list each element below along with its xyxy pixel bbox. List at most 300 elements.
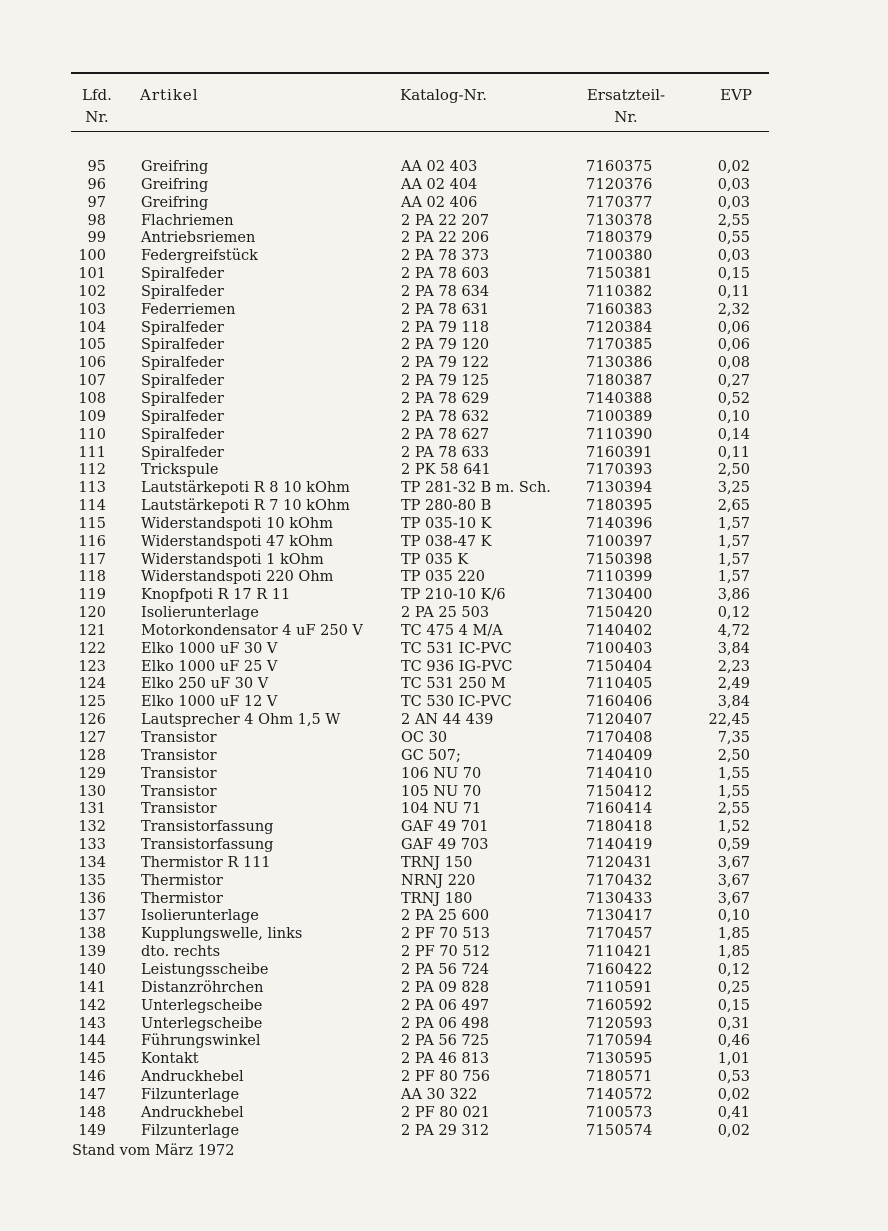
footer-date: Stand vom März 1972 [72,1143,235,1159]
row-katalog: GAF 49 703 [401,837,489,854]
row-number: 111 [78,444,106,461]
row-ersatzteil: 7100389 [586,408,653,425]
row-evp: 1,57 [717,551,750,568]
row-katalog: 2 PA 78 631 [401,301,490,318]
row-artikel: Widerstandspoti 10 kOhm [141,515,333,532]
row-number: 100 [78,248,106,265]
row-artikel: Greifring [141,176,209,193]
row-artikel: Unterlegscheibe [141,1015,263,1032]
row-ersatzteil: 7130400 [586,587,653,604]
row-number: 114 [78,498,106,515]
row-katalog: TP 280-80 B [401,498,492,515]
row-artikel: Kupplungswelle, links [141,926,303,943]
table-row [0,712,888,730]
row-evp: 3,67 [717,890,750,907]
row-number: 140 [78,961,106,978]
row-artikel: Elko 1000 uF 12 V [141,694,278,711]
row-ersatzteil: 7170432 [586,872,653,889]
row-ersatzteil: 7180418 [586,819,653,836]
top-rule [71,72,769,74]
table-row [0,623,888,641]
table-row [0,355,888,373]
row-evp: 1,55 [717,765,750,782]
row-katalog: GC 507; [401,747,461,764]
row-katalog: TP 210-10 K/6 [401,587,506,604]
row-artikel: Transistor [141,730,217,746]
row-ersatzteil: 7140410 [586,765,653,782]
row-artikel: Transistor [141,747,217,764]
row-ersatzteil: 7130433 [586,890,653,907]
header-evp: EVP [720,86,752,104]
row-ersatzteil: 7170457 [586,926,653,943]
row-ersatzteil: 7130394 [586,480,653,497]
header-nr: Nr. [85,108,109,126]
row-katalog: AA 02 404 [401,176,478,193]
row-ersatzteil: 7140388 [586,390,653,407]
row-number: 115 [78,515,106,532]
row-artikel: Spiralfeder [141,337,224,354]
row-evp: 3,25 [717,480,750,497]
row-evp: 0,06 [717,337,750,354]
row-evp: 0,55 [717,230,750,247]
row-number: 145 [78,1051,106,1068]
row-artikel: Trickspule [141,462,219,479]
row-artikel: Spiralfeder [141,355,224,372]
table-row [0,641,888,659]
row-evp: 0,08 [717,355,750,372]
row-katalog: 2 PA 22 207 [401,212,490,229]
row-number: 144 [78,1033,106,1050]
row-artikel: Transistorfassung [141,837,274,854]
row-ersatzteil: 7120376 [586,176,653,193]
row-number: 135 [78,872,106,889]
row-katalog: 2 PF 80 756 [401,1069,490,1086]
row-evp: 0,11 [717,444,750,461]
row-evp: 3,67 [717,854,750,871]
row-artikel: Elko 1000 uF 30 V [141,640,278,657]
row-evp: 1,57 [717,533,750,550]
table-row [0,748,888,766]
row-katalog: 2 PA 78 603 [401,266,490,283]
row-katalog: 2 PA 78 373 [401,248,490,265]
row-katalog: TP 038-47 K [401,533,492,550]
row-evp: 0,02 [717,1122,750,1139]
header-ersatzteil-nr: Nr. [614,108,638,126]
header-ersatzteil-label: Ersatzteil- [586,86,666,104]
row-ersatzteil: 7110591 [586,979,653,996]
row-evp: 1,55 [717,783,750,800]
row-ersatzteil: 7150412 [586,783,653,800]
row-ersatzteil: 7140409 [586,747,653,764]
row-number: 131 [78,801,106,818]
row-number: 147 [78,1086,106,1103]
row-katalog: 2 PF 80 021 [401,1104,490,1121]
row-artikel: Filzunterlage [141,1086,240,1103]
row-artikel: Widerstandspoti 47 kOhm [141,533,333,550]
table-row [0,1051,888,1069]
table-row [0,980,888,998]
row-katalog: TP 281-32 B m. Sch. [401,480,551,497]
row-artikel: Isolierunterlage [141,605,259,622]
table-row [0,177,888,195]
row-ersatzteil: 7160592 [586,997,653,1014]
table-row [0,1105,888,1123]
row-number: 112 [78,462,106,479]
row-katalog: 2 AN 44 439 [401,712,494,729]
table-row [0,248,888,266]
row-artikel: Thermistor R 111 [141,854,271,871]
row-ersatzteil: 7140396 [586,515,653,532]
row-evp: 3,86 [717,587,750,604]
table-row [0,230,888,248]
row-evp: 0,27 [717,373,750,390]
row-artikel: Motorkondensator 4 uF 250 V [141,622,363,639]
row-evp: 0,15 [717,266,750,283]
row-evp: 3,67 [717,872,750,889]
row-ersatzteil: 7170594 [586,1033,653,1050]
row-evp: 0,41 [717,1104,750,1121]
table-row [0,676,888,694]
row-katalog: 2 PA 25 503 [401,605,490,622]
header-artikel: Artikel [140,86,199,104]
row-katalog: AA 30 322 [401,1086,478,1103]
row-ersatzteil: 7160375 [586,159,653,175]
table-row [0,1087,888,1105]
row-katalog: 2 PA 79 125 [401,373,490,390]
row-evp: 0,10 [717,908,750,925]
row-number: 125 [78,694,106,711]
table-row [0,159,888,177]
row-evp: 0,46 [717,1033,750,1050]
row-evp: 0,12 [717,961,750,978]
row-number: 136 [78,890,106,907]
table-row [0,819,888,837]
row-number: 110 [78,426,106,443]
row-number: 143 [78,1015,106,1032]
row-ersatzteil: 7180379 [586,230,653,247]
row-number: 121 [78,622,106,639]
row-evp: 0,03 [717,176,750,193]
row-ersatzteil: 7120431 [586,854,653,871]
row-katalog: TRNJ 180 [401,890,473,907]
table-row [0,427,888,445]
table-row [0,587,888,605]
row-artikel: Lautsprecher 4 Ohm 1,5 W [141,712,341,729]
row-evp: 0,02 [717,159,750,175]
row-evp: 2,23 [717,658,750,675]
row-number: 107 [78,373,106,390]
row-ersatzteil: 7110382 [586,283,653,300]
header-ersatzteil [582,84,670,128]
table-row [0,801,888,819]
table-row [0,962,888,980]
row-katalog: TP 035 K [401,551,469,568]
row-number: 133 [78,837,106,854]
row-ersatzteil: 7130595 [586,1051,653,1068]
row-number: 130 [78,783,106,800]
row-evp: 22,45 [708,712,750,729]
table-row [0,766,888,784]
row-ersatzteil: 7100397 [586,533,653,550]
row-artikel: Führungswinkel [141,1033,261,1050]
row-artikel: Knopfpoti R 17 R 11 [141,587,291,604]
row-artikel: dto. rechts [141,944,221,961]
table-row [0,445,888,463]
row-artikel: Distanzröhrchen [141,979,264,996]
row-artikel: Spiralfeder [141,426,224,443]
row-ersatzteil: 7170385 [586,337,653,354]
row-number: 96 [87,176,106,193]
row-number: 142 [78,997,106,1014]
row-ersatzteil: 7150420 [586,605,653,622]
row-number: 134 [78,854,106,871]
row-number: 128 [78,747,106,764]
row-evp: 1,57 [717,569,750,586]
row-ersatzteil: 7130386 [586,355,653,372]
table-row [0,569,888,587]
row-number: 104 [78,319,106,336]
row-number: 105 [78,337,106,354]
row-number: 138 [78,926,106,943]
row-evp: 0,31 [717,1015,750,1032]
row-artikel: Lautstärkepoti R 7 10 kOhm [141,498,350,515]
row-ersatzteil: 7130417 [586,908,653,925]
row-katalog: 2 PF 70 512 [401,944,490,961]
row-katalog: 2 PA 06 497 [401,997,490,1014]
row-number: 103 [78,301,106,318]
table-row [0,605,888,623]
row-ersatzteil: 7160414 [586,801,653,818]
row-ersatzteil: 7120593 [586,1015,653,1032]
row-ersatzteil: 7110421 [586,944,653,961]
row-katalog: 2 PA 79 118 [401,319,490,336]
table-row [0,516,888,534]
row-artikel: Spiralfeder [141,283,224,300]
row-number: 122 [78,640,106,657]
row-number: 120 [78,605,106,622]
row-ersatzteil: 7150381 [586,266,653,283]
row-evp: 0,53 [717,1069,750,1086]
row-katalog: TRNJ 150 [401,854,473,871]
row-evp: 1,85 [717,944,750,961]
table-row [0,1016,888,1034]
table-row [0,1123,888,1141]
row-ersatzteil: 7150404 [586,658,653,675]
table-row [0,1069,888,1087]
row-ersatzteil: 7120407 [586,712,653,729]
row-evp: 1,85 [717,926,750,943]
row-number: 119 [78,587,106,604]
row-number: 98 [87,212,106,229]
table-row [0,944,888,962]
table-row [0,337,888,355]
row-katalog: OC 30 [401,730,448,746]
row-number: 109 [78,408,106,425]
row-artikel: Isolierunterlage [141,908,259,925]
header-rule [71,131,769,132]
row-ersatzteil: 7180571 [586,1069,653,1086]
row-artikel: Spiralfeder [141,266,224,283]
row-artikel: Elko 1000 uF 25 V [141,658,278,675]
row-katalog: 2 PA 56 725 [401,1033,490,1050]
table-row [0,391,888,409]
row-evp: 2,50 [717,462,750,479]
row-artikel: Widerstandspoti 1 kOhm [141,551,324,568]
row-evp: 1,52 [717,819,750,836]
row-evp: 7,35 [717,730,750,746]
row-number: 127 [78,730,106,746]
table-row [0,498,888,516]
row-katalog: NRNJ 220 [401,872,476,889]
row-number: 116 [78,533,106,550]
row-artikel: Antriebsriemen [141,230,256,247]
header-lfd-nr [80,84,114,128]
row-ersatzteil: 7160383 [586,301,653,318]
row-evp: 0,03 [717,248,750,265]
row-artikel: Transistor [141,801,217,818]
row-ersatzteil: 7140402 [586,622,653,639]
row-artikel: Thermistor [141,890,223,907]
row-ersatzteil: 7170393 [586,462,653,479]
row-number: 101 [78,266,106,283]
row-artikel: Widerstandspoti 220 Ohm [141,569,334,586]
row-evp: 2,55 [717,801,750,818]
header-lfd: Lfd. [82,86,112,104]
row-evp: 0,14 [717,426,750,443]
row-number: 148 [78,1104,106,1121]
row-ersatzteil: 7150574 [586,1122,653,1139]
row-evp: 0,59 [717,837,750,854]
row-number: 137 [78,908,106,925]
row-artikel: Spiralfeder [141,373,224,390]
row-katalog: 2 PA 22 206 [401,230,490,247]
row-artikel: Federgreifstück [141,248,258,265]
table-row [0,409,888,427]
row-evp: 0,06 [717,319,750,336]
parts-table [0,159,888,1140]
table-row [0,195,888,213]
row-artikel: Andruckhebel [141,1069,244,1086]
row-artikel: Filzunterlage [141,1122,240,1139]
row-number: 132 [78,819,106,836]
row-katalog: TP 035 220 [401,569,485,586]
row-katalog: 2 PA 29 312 [401,1122,490,1139]
row-katalog: TC 936 IG-PVC [401,658,513,675]
row-ersatzteil: 7100573 [586,1104,653,1121]
row-artikel: Transistor [141,765,217,782]
row-evp: 0,15 [717,997,750,1014]
row-number: 102 [78,283,106,300]
row-katalog: AA 02 406 [401,194,478,211]
row-katalog: TC 531 250 M [401,676,506,693]
row-katalog: TC 531 IC-PVC [401,640,512,657]
row-ersatzteil: 7100403 [586,640,653,657]
row-evp: 4,72 [717,622,750,639]
row-artikel: Spiralfeder [141,408,224,425]
row-katalog: 2 PA 79 122 [401,355,490,372]
row-katalog: 2 PA 25 600 [401,908,490,925]
row-katalog: TP 035-10 K [401,515,492,532]
table-row [0,552,888,570]
row-evp: 2,32 [717,301,750,318]
table-row [0,891,888,909]
row-ersatzteil: 7100380 [586,248,653,265]
row-artikel: Spiralfeder [141,390,224,407]
row-number: 139 [78,944,106,961]
row-evp: 0,12 [717,605,750,622]
row-artikel: Greifring [141,159,209,175]
row-number: 124 [78,676,106,693]
row-evp: 0,10 [717,408,750,425]
row-evp: 2,55 [717,212,750,229]
row-artikel: Spiralfeder [141,444,224,461]
row-artikel: Flachriemen [141,212,234,229]
row-number: 97 [87,194,106,211]
row-katalog: 2 PA 78 633 [401,444,490,461]
row-number: 146 [78,1069,106,1086]
table-row [0,873,888,891]
row-number: 95 [87,159,106,175]
row-ersatzteil: 7160391 [586,444,653,461]
row-katalog: 2 PA 78 632 [401,408,490,425]
row-number: 118 [78,569,106,586]
row-ersatzteil: 7150398 [586,551,653,568]
row-ersatzteil: 7140572 [586,1086,653,1103]
row-ersatzteil: 7180387 [586,373,653,390]
row-number: 123 [78,658,106,675]
row-number: 113 [78,480,106,497]
row-katalog: 2 PA 46 813 [401,1051,490,1068]
row-evp: 1,01 [717,1051,750,1068]
table-row [0,480,888,498]
table-row [0,373,888,391]
row-ersatzteil: 7170408 [586,730,653,746]
row-ersatzteil: 7180395 [586,498,653,515]
row-katalog: 2 PA 09 828 [401,979,490,996]
row-evp: 0,11 [717,283,750,300]
row-katalog: 2 PA 06 498 [401,1015,490,1032]
row-ersatzteil: 7110399 [586,569,653,586]
row-ersatzteil: 7110390 [586,426,653,443]
row-katalog: 2 PA 56 724 [401,961,490,978]
table-row [0,462,888,480]
row-ersatzteil: 7170377 [586,194,653,211]
row-evp: 1,57 [717,515,750,532]
table-row [0,659,888,677]
row-katalog: 106 NU 70 [401,765,482,782]
row-artikel: Unterlegscheibe [141,997,263,1014]
table-row [0,1033,888,1051]
table-row [0,284,888,302]
row-katalog: 2 PA 78 634 [401,283,490,300]
table-row [0,837,888,855]
table-row [0,213,888,231]
row-number: 99 [87,230,106,247]
row-evp: 0,03 [717,194,750,211]
row-artikel: Leistungsscheibe [141,961,269,978]
row-number: 149 [78,1122,106,1139]
row-ersatzteil: 7140419 [586,837,653,854]
table-row [0,784,888,802]
header-katalog: Katalog-Nr. [400,86,488,104]
row-artikel: Lautstärkepoti R 8 10 kOhm [141,480,350,497]
row-number: 141 [78,979,106,996]
table-row [0,302,888,320]
table-row [0,730,888,748]
table-row [0,855,888,873]
row-ersatzteil: 7120384 [586,319,653,336]
table-row [0,534,888,552]
